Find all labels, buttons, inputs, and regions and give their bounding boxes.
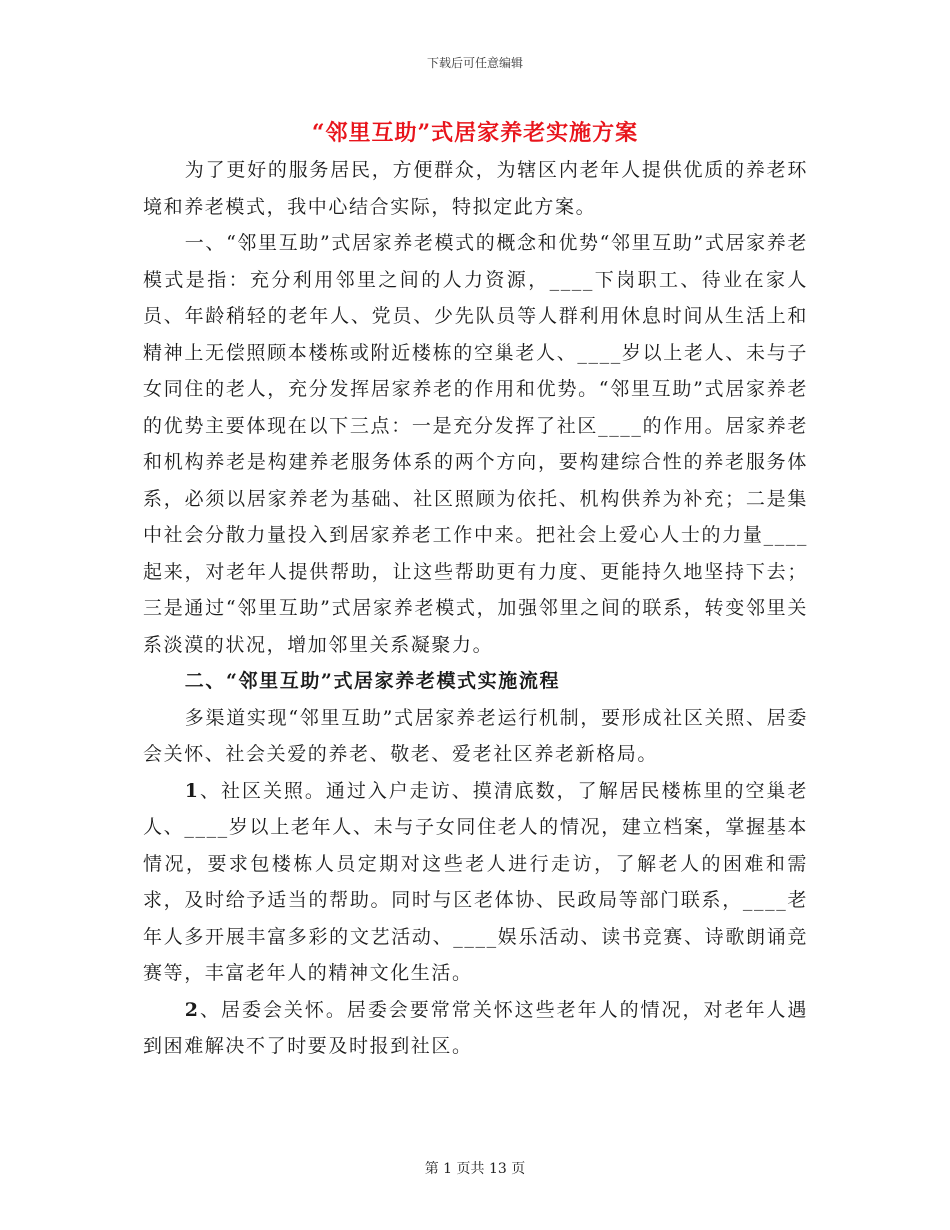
page-number: 第 1 页共 13 页 <box>424 1161 526 1177</box>
document-title: “邻里互助”式居家养老实施方案 <box>311 120 639 146</box>
section-two-intro-paragraph: 多渠道实现“邻里互助”式居家养老运行机制，要形成社区关照、居委会关怀、社会关爱的养老、敬老、爱老社区养老新格局。 <box>143 706 808 765</box>
item-two-paragraph <box>143 992 808 1065</box>
item-one-paragraph <box>143 773 808 992</box>
item-one-text: 、社区关照。通过入户走访、摸清底数，了解居民楼栋里的空巢老人、____岁以上老年人、未与子女同住老人的情况，建立档案，掌握基本情况，要求包楼栋人员定期对这些老人进行走访，了解老人的困难和需求，及时给予适当的帮助。同时与区老体协、民政局等部门联系，____老年人多开展丰富多彩的文艺活动、____娱乐活动、读书竞赛、诗歌朗诵竞赛等，丰富老年人的精神文化生活。 <box>143 779 808 984</box>
section-two-heading: 二、“邻里互助”式居家养老模式实施流程 <box>184 670 561 692</box>
item-one-number: 1 <box>184 779 200 802</box>
section-one-paragraph: 一、“邻里互助”式居家养老模式的概念和优势“邻里互助”式居家养老模式是指：充分利用邻里之间的人力资源，____下岗职工、待业在家人员、年龄稍轻的老年人、党员、少先队员等人群利用休息时间从生活上和精神上无偿照顾本楼栋或附近楼栋的空巢老人、____岁以上老人、未与子女同住的老人，充分发挥居家养老的作用和优势。“邻里互助”式居家养老的优势主要体现在以下三点：一是充分发挥了社区____的作用。居家养老和机构养老是构建养老服务体系的两个方向，要构建综合性的养老服务体系，必须以居家养老为基础、社区照顾为依托、机构供养为补充；二是集中社会分散力量投入到居家养老工作中来。把社会上爱心人士的力量____起来，对老年人提供帮助，让这些帮助更有力度、更能持久地坚持下去；三是通过“邻里互助”式居家养老模式，加强邻里之间的联系，转变邻里关系淡漠的状况，增加邻里关系凝聚力。 <box>143 232 808 656</box>
item-two-text: 、居委会关怀。居委会要常常关怀这些老年人的情况，对老年人遇到困难解决不了时要及时报到社区。 <box>143 998 808 1057</box>
item-two-number: 2 <box>184 998 200 1021</box>
intro-paragraph: 为了更好的服务居民，方便群众，为辖区内老年人提供优质的养老环境和养老模式，我中心结合实际，特拟定此方案。 <box>143 159 808 218</box>
page-header-note: 下载后可任意编辑 <box>426 56 523 70</box>
document-body <box>143 152 808 1065</box>
